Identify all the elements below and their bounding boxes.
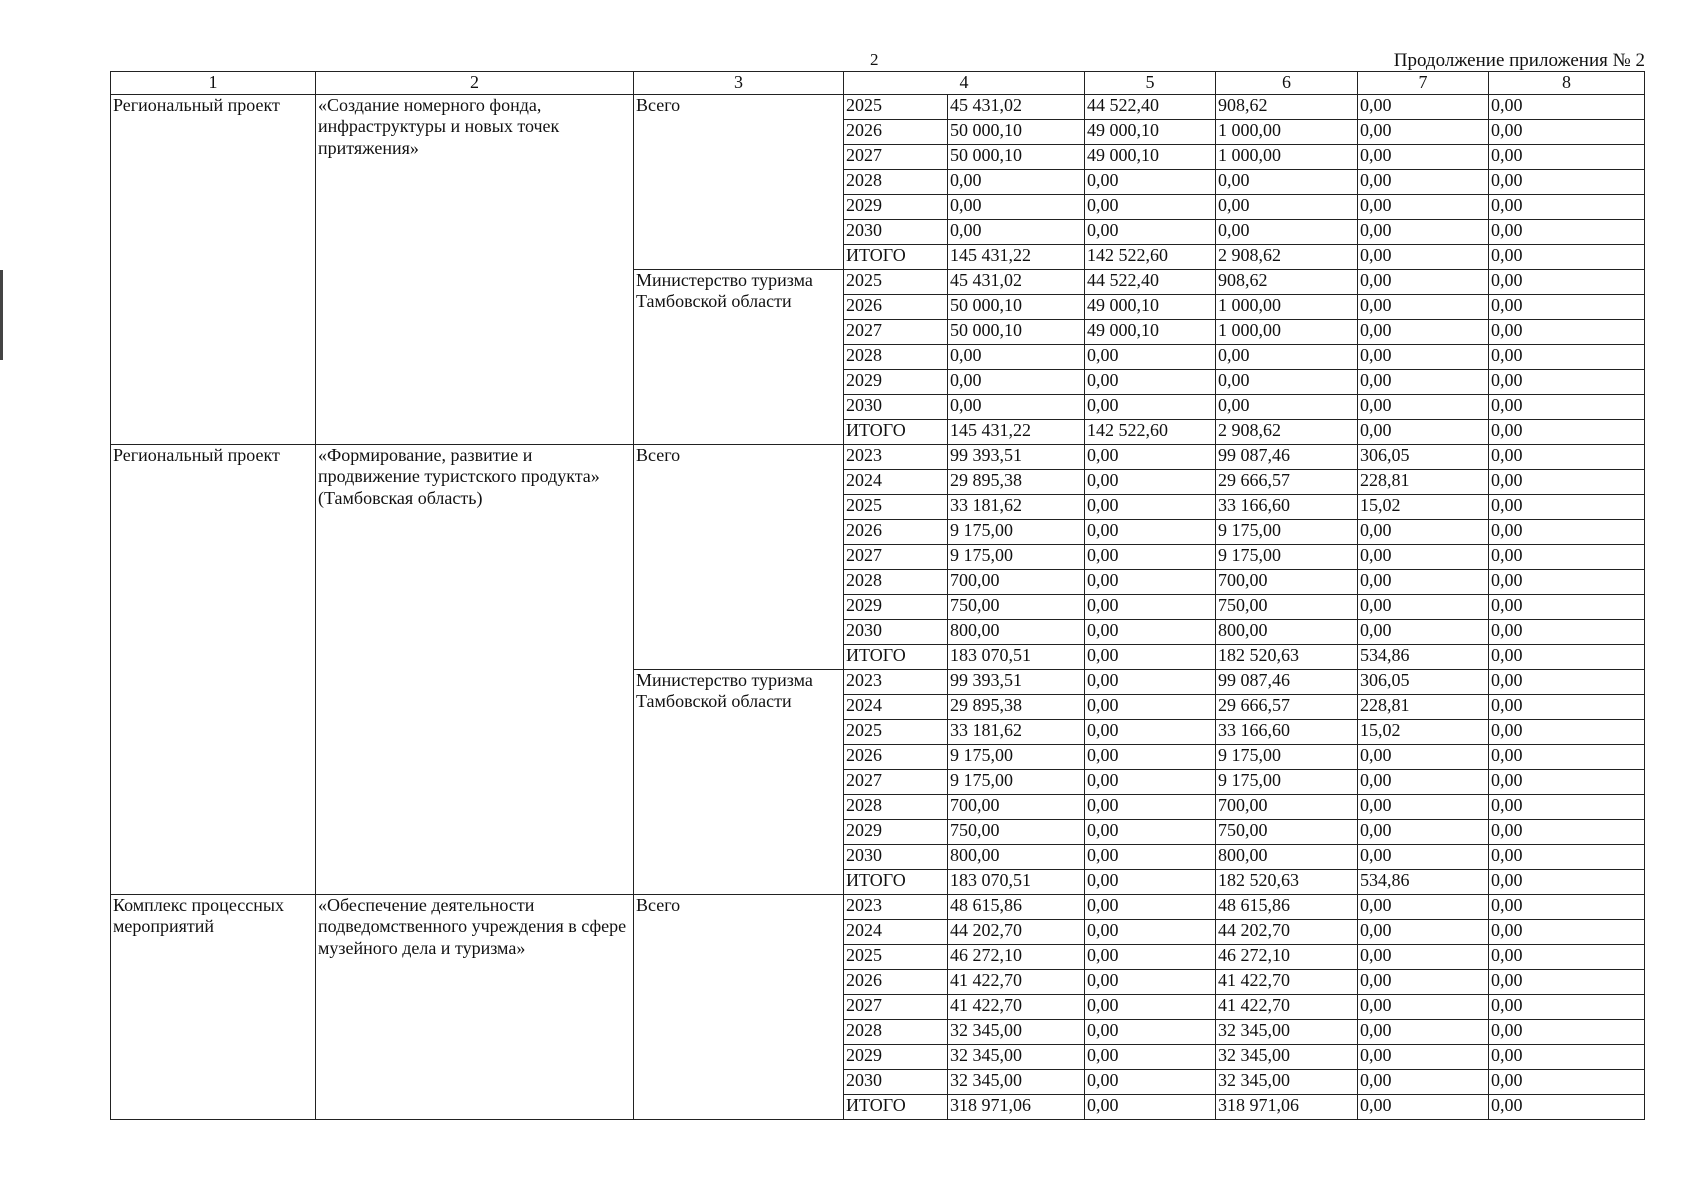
regional-budget-cell: 46 272,10 [1216, 944, 1358, 969]
regional-budget-cell: 48 615,86 [1216, 894, 1358, 919]
local-budget-cell: 0,00 [1358, 744, 1489, 769]
column-number-7: 7 [1358, 72, 1489, 95]
total-amount-cell: 318 971,06 [948, 1094, 1085, 1119]
local-budget-cell: 0,00 [1358, 144, 1489, 169]
year-cell: 2027 [844, 544, 948, 569]
regional-budget-cell: 0,00 [1216, 394, 1358, 419]
year-cell: 2030 [844, 1069, 948, 1094]
federal-budget-cell: 0,00 [1085, 344, 1216, 369]
regional-budget-cell: 33 166,60 [1216, 719, 1358, 744]
extrabudgetary-cell: 0,00 [1489, 794, 1645, 819]
extrabudgetary-cell: 0,00 [1489, 594, 1645, 619]
total-amount-cell: 33 181,62 [948, 719, 1085, 744]
federal-budget-cell: 0,00 [1085, 644, 1216, 669]
total-amount-cell: 29 895,38 [948, 469, 1085, 494]
total-amount-cell: 800,00 [948, 844, 1085, 869]
extrabudgetary-cell: 0,00 [1489, 269, 1645, 294]
federal-budget-cell: 0,00 [1085, 694, 1216, 719]
year-cell: 2028 [844, 344, 948, 369]
regional-budget-cell: 41 422,70 [1216, 969, 1358, 994]
federal-budget-cell: 0,00 [1085, 169, 1216, 194]
total-amount-cell: 32 345,00 [948, 1069, 1085, 1094]
extrabudgetary-cell: 0,00 [1489, 869, 1645, 894]
regional-budget-cell: 0,00 [1216, 169, 1358, 194]
federal-budget-cell: 0,00 [1085, 569, 1216, 594]
total-amount-cell: 9 175,00 [948, 744, 1085, 769]
total-amount-cell: 32 345,00 [948, 1044, 1085, 1069]
column-number-8: 8 [1489, 72, 1645, 95]
regional-budget-cell: 9 175,00 [1216, 769, 1358, 794]
regional-budget-cell: 908,62 [1216, 269, 1358, 294]
federal-budget-cell: 49 000,10 [1085, 294, 1216, 319]
federal-budget-cell: 0,00 [1085, 819, 1216, 844]
federal-budget-cell: 0,00 [1085, 919, 1216, 944]
local-budget-cell: 0,00 [1358, 94, 1489, 119]
regional-budget-cell: 0,00 [1216, 194, 1358, 219]
regional-budget-cell: 32 345,00 [1216, 1019, 1358, 1044]
local-budget-cell: 0,00 [1358, 169, 1489, 194]
federal-budget-cell: 0,00 [1085, 769, 1216, 794]
total-amount-cell: 9 175,00 [948, 769, 1085, 794]
federal-budget-cell: 0,00 [1085, 544, 1216, 569]
extrabudgetary-cell: 0,00 [1489, 144, 1645, 169]
year-cell: 2029 [844, 369, 948, 394]
local-budget-cell: 0,00 [1358, 219, 1489, 244]
year-cell: 2026 [844, 519, 948, 544]
page-number: 2 [870, 50, 879, 69]
extrabudgetary-cell: 0,00 [1489, 444, 1645, 469]
total-amount-cell: 29 895,38 [948, 694, 1085, 719]
regional-budget-cell: 182 520,63 [1216, 869, 1358, 894]
year-cell: 2028 [844, 169, 948, 194]
funding-source-cell: Всего [634, 444, 844, 669]
total-amount-cell: 0,00 [948, 369, 1085, 394]
extrabudgetary-cell: 0,00 [1489, 369, 1645, 394]
year-cell: 2028 [844, 569, 948, 594]
local-budget-cell: 228,81 [1358, 694, 1489, 719]
year-cell: 2030 [844, 219, 948, 244]
regional-budget-cell: 44 202,70 [1216, 919, 1358, 944]
total-amount-cell: 0,00 [948, 219, 1085, 244]
column-number-5: 5 [1085, 72, 1216, 95]
local-budget-cell: 0,00 [1358, 1044, 1489, 1069]
federal-budget-cell: 142 522,60 [1085, 244, 1216, 269]
table-row [111, 444, 1645, 469]
total-amount-cell: 99 393,51 [948, 444, 1085, 469]
federal-budget-cell: 49 000,10 [1085, 119, 1216, 144]
regional-budget-cell: 750,00 [1216, 819, 1358, 844]
year-cell: 2028 [844, 1019, 948, 1044]
year-cell: 2024 [844, 694, 948, 719]
year-cell: ИТОГО [844, 644, 948, 669]
regional-budget-cell: 41 422,70 [1216, 994, 1358, 1019]
federal-budget-cell: 0,00 [1085, 369, 1216, 394]
section-type-cell: Региональный проект [111, 444, 316, 894]
year-cell: 2024 [844, 919, 948, 944]
regional-budget-cell: 182 520,63 [1216, 644, 1358, 669]
total-amount-cell: 0,00 [948, 344, 1085, 369]
section-type-cell: Региональный проект [111, 94, 316, 444]
federal-budget-cell: 0,00 [1085, 719, 1216, 744]
federal-budget-cell: 0,00 [1085, 619, 1216, 644]
total-amount-cell: 145 431,22 [948, 244, 1085, 269]
regional-budget-cell: 9 175,00 [1216, 544, 1358, 569]
regional-budget-cell: 32 345,00 [1216, 1069, 1358, 1094]
year-cell: 2026 [844, 744, 948, 769]
year-cell: 2030 [844, 844, 948, 869]
year-cell: 2025 [844, 944, 948, 969]
federal-budget-cell: 49 000,10 [1085, 319, 1216, 344]
total-amount-cell: 50 000,10 [948, 319, 1085, 344]
total-amount-cell: 183 070,51 [948, 869, 1085, 894]
regional-budget-cell: 1 000,00 [1216, 319, 1358, 344]
year-cell: ИТОГО [844, 869, 948, 894]
extrabudgetary-cell: 0,00 [1489, 419, 1645, 444]
regional-budget-cell: 700,00 [1216, 794, 1358, 819]
extrabudgetary-cell: 0,00 [1489, 969, 1645, 994]
extrabudgetary-cell: 0,00 [1489, 344, 1645, 369]
total-amount-cell: 44 202,70 [948, 919, 1085, 944]
local-budget-cell: 0,00 [1358, 1019, 1489, 1044]
extrabudgetary-cell: 0,00 [1489, 1069, 1645, 1094]
extrabudgetary-cell: 0,00 [1489, 619, 1645, 644]
extrabudgetary-cell: 0,00 [1489, 1044, 1645, 1069]
regional-budget-cell: 800,00 [1216, 619, 1358, 644]
federal-budget-cell: 44 522,40 [1085, 94, 1216, 119]
local-budget-cell: 534,86 [1358, 869, 1489, 894]
local-budget-cell: 0,00 [1358, 319, 1489, 344]
extrabudgetary-cell: 0,00 [1489, 244, 1645, 269]
extrabudgetary-cell: 0,00 [1489, 319, 1645, 344]
regional-budget-cell: 29 666,57 [1216, 694, 1358, 719]
funding-source-cell: Министерство туризма Тамбовской области [634, 669, 844, 894]
table-body [111, 94, 1645, 1119]
federal-budget-cell: 0,00 [1085, 969, 1216, 994]
federal-budget-cell: 0,00 [1085, 844, 1216, 869]
federal-budget-cell: 0,00 [1085, 744, 1216, 769]
year-cell: 2025 [844, 94, 948, 119]
regional-budget-cell: 9 175,00 [1216, 519, 1358, 544]
column-number-row [111, 72, 1645, 95]
year-cell: 2030 [844, 619, 948, 644]
extrabudgetary-cell: 0,00 [1489, 294, 1645, 319]
federal-budget-cell: 0,00 [1085, 494, 1216, 519]
local-budget-cell: 0,00 [1358, 269, 1489, 294]
local-budget-cell: 0,00 [1358, 544, 1489, 569]
year-cell: 2023 [844, 669, 948, 694]
year-cell: 2024 [844, 469, 948, 494]
total-amount-cell: 0,00 [948, 194, 1085, 219]
total-amount-cell: 46 272,10 [948, 944, 1085, 969]
year-cell: 2027 [844, 769, 948, 794]
year-cell: 2023 [844, 444, 948, 469]
federal-budget-cell: 0,00 [1085, 869, 1216, 894]
year-cell: ИТОГО [844, 1094, 948, 1119]
year-cell: 2028 [844, 794, 948, 819]
regional-budget-cell: 700,00 [1216, 569, 1358, 594]
year-cell: 2029 [844, 594, 948, 619]
total-amount-cell: 99 393,51 [948, 669, 1085, 694]
appendix-table [110, 71, 1645, 1120]
local-budget-cell: 0,00 [1358, 919, 1489, 944]
extrabudgetary-cell: 0,00 [1489, 394, 1645, 419]
federal-budget-cell: 0,00 [1085, 444, 1216, 469]
regional-budget-cell: 99 087,46 [1216, 669, 1358, 694]
local-budget-cell: 0,00 [1358, 994, 1489, 1019]
local-budget-cell: 0,00 [1358, 244, 1489, 269]
total-amount-cell: 50 000,10 [948, 294, 1085, 319]
total-amount-cell: 750,00 [948, 594, 1085, 619]
regional-budget-cell: 0,00 [1216, 344, 1358, 369]
local-budget-cell: 306,05 [1358, 444, 1489, 469]
total-amount-cell: 45 431,02 [948, 269, 1085, 294]
extrabudgetary-cell: 0,00 [1489, 569, 1645, 594]
year-cell: ИТОГО [844, 244, 948, 269]
year-cell: 2025 [844, 719, 948, 744]
section-type-cell: Комплекс процессных мероприятий [111, 894, 316, 1119]
federal-budget-cell: 0,00 [1085, 794, 1216, 819]
local-budget-cell: 306,05 [1358, 669, 1489, 694]
local-budget-cell: 0,00 [1358, 594, 1489, 619]
total-amount-cell: 0,00 [948, 394, 1085, 419]
extrabudgetary-cell: 0,00 [1489, 1019, 1645, 1044]
column-number-4: 4 [844, 72, 1085, 95]
local-budget-cell: 15,02 [1358, 494, 1489, 519]
column-number-2: 2 [316, 72, 634, 95]
total-amount-cell: 41 422,70 [948, 969, 1085, 994]
total-amount-cell: 700,00 [948, 569, 1085, 594]
local-budget-cell: 0,00 [1358, 769, 1489, 794]
regional-budget-cell: 33 166,60 [1216, 494, 1358, 519]
total-amount-cell: 48 615,86 [948, 894, 1085, 919]
local-budget-cell: 0,00 [1358, 844, 1489, 869]
federal-budget-cell: 0,00 [1085, 1094, 1216, 1119]
federal-budget-cell: 44 522,40 [1085, 269, 1216, 294]
year-cell: 2029 [844, 1044, 948, 1069]
extrabudgetary-cell: 0,00 [1489, 669, 1645, 694]
local-budget-cell: 0,00 [1358, 194, 1489, 219]
local-budget-cell: 0,00 [1358, 894, 1489, 919]
total-amount-cell: 145 431,22 [948, 419, 1085, 444]
total-amount-cell: 9 175,00 [948, 519, 1085, 544]
local-budget-cell: 0,00 [1358, 619, 1489, 644]
federal-budget-cell: 142 522,60 [1085, 419, 1216, 444]
local-budget-cell: 0,00 [1358, 394, 1489, 419]
local-budget-cell: 0,00 [1358, 819, 1489, 844]
extrabudgetary-cell: 0,00 [1489, 994, 1645, 1019]
regional-budget-cell: 9 175,00 [1216, 744, 1358, 769]
extrabudgetary-cell: 0,00 [1489, 894, 1645, 919]
local-budget-cell: 15,02 [1358, 719, 1489, 744]
extrabudgetary-cell: 0,00 [1489, 1094, 1645, 1119]
table-row [111, 94, 1645, 119]
total-amount-cell: 0,00 [948, 169, 1085, 194]
regional-budget-cell: 99 087,46 [1216, 444, 1358, 469]
extrabudgetary-cell: 0,00 [1489, 694, 1645, 719]
extrabudgetary-cell: 0,00 [1489, 719, 1645, 744]
year-cell: 2026 [844, 969, 948, 994]
local-budget-cell: 0,00 [1358, 944, 1489, 969]
year-cell: 2027 [844, 319, 948, 344]
regional-budget-cell: 29 666,57 [1216, 469, 1358, 494]
funding-source-cell: Всего [634, 94, 844, 269]
extrabudgetary-cell: 0,00 [1489, 844, 1645, 869]
year-cell: 2025 [844, 269, 948, 294]
total-amount-cell: 33 181,62 [948, 494, 1085, 519]
extrabudgetary-cell: 0,00 [1489, 519, 1645, 544]
regional-budget-cell: 32 345,00 [1216, 1044, 1358, 1069]
year-cell: 2025 [844, 494, 948, 519]
federal-budget-cell: 0,00 [1085, 1019, 1216, 1044]
federal-budget-cell: 0,00 [1085, 469, 1216, 494]
year-cell: 2030 [844, 394, 948, 419]
regional-budget-cell: 0,00 [1216, 219, 1358, 244]
extrabudgetary-cell: 0,00 [1489, 94, 1645, 119]
total-amount-cell: 9 175,00 [948, 544, 1085, 569]
local-budget-cell: 0,00 [1358, 519, 1489, 544]
year-cell: 2026 [844, 119, 948, 144]
local-budget-cell: 0,00 [1358, 569, 1489, 594]
extrabudgetary-cell: 0,00 [1489, 644, 1645, 669]
regional-budget-cell: 908,62 [1216, 94, 1358, 119]
regional-budget-cell: 2 908,62 [1216, 419, 1358, 444]
extrabudgetary-cell: 0,00 [1489, 944, 1645, 969]
local-budget-cell: 0,00 [1358, 119, 1489, 144]
local-budget-cell: 0,00 [1358, 419, 1489, 444]
local-budget-cell: 0,00 [1358, 294, 1489, 319]
total-amount-cell: 50 000,10 [948, 119, 1085, 144]
year-cell: 2023 [844, 894, 948, 919]
extrabudgetary-cell: 0,00 [1489, 744, 1645, 769]
regional-budget-cell: 1 000,00 [1216, 144, 1358, 169]
federal-budget-cell: 0,00 [1085, 394, 1216, 419]
local-budget-cell: 534,86 [1358, 644, 1489, 669]
extrabudgetary-cell: 0,00 [1489, 219, 1645, 244]
column-number-1: 1 [111, 72, 316, 95]
extrabudgetary-cell: 0,00 [1489, 544, 1645, 569]
federal-budget-cell: 0,00 [1085, 1044, 1216, 1069]
column-number-6: 6 [1216, 72, 1358, 95]
regional-budget-cell: 1 000,00 [1216, 119, 1358, 144]
extrabudgetary-cell: 0,00 [1489, 169, 1645, 194]
extrabudgetary-cell: 0,00 [1489, 769, 1645, 794]
section-name-cell: «Формирование, развитие и продвижение туристского продукта» (Тамбовская область) [316, 444, 634, 894]
year-cell: 2027 [844, 994, 948, 1019]
scan-edge-mark [0, 270, 3, 360]
funding-source-cell: Министерство туризма Тамбовской области [634, 269, 844, 444]
column-number-3: 3 [634, 72, 844, 95]
federal-budget-cell: 0,00 [1085, 219, 1216, 244]
extrabudgetary-cell: 0,00 [1489, 469, 1645, 494]
total-amount-cell: 750,00 [948, 819, 1085, 844]
regional-budget-cell: 0,00 [1216, 369, 1358, 394]
federal-budget-cell: 0,00 [1085, 1069, 1216, 1094]
section-name-cell: «Создание номерного фонда, инфраструктуры и новых точек притяжения» [316, 94, 634, 444]
total-amount-cell: 41 422,70 [948, 994, 1085, 1019]
regional-budget-cell: 318 971,06 [1216, 1094, 1358, 1119]
regional-budget-cell: 800,00 [1216, 844, 1358, 869]
local-budget-cell: 0,00 [1358, 344, 1489, 369]
funding-source-cell: Всего [634, 894, 844, 1119]
local-budget-cell: 0,00 [1358, 794, 1489, 819]
local-budget-cell: 0,00 [1358, 369, 1489, 394]
local-budget-cell: 228,81 [1358, 469, 1489, 494]
year-cell: 2026 [844, 294, 948, 319]
federal-budget-cell: 49 000,10 [1085, 144, 1216, 169]
federal-budget-cell: 0,00 [1085, 594, 1216, 619]
section-name-cell: «Обеспечение деятельности подведомственного учреждения в сфере музейного дела и туризма» [316, 894, 634, 1119]
local-budget-cell: 0,00 [1358, 969, 1489, 994]
total-amount-cell: 700,00 [948, 794, 1085, 819]
federal-budget-cell: 0,00 [1085, 519, 1216, 544]
regional-budget-cell: 2 908,62 [1216, 244, 1358, 269]
local-budget-cell: 0,00 [1358, 1069, 1489, 1094]
federal-budget-cell: 0,00 [1085, 194, 1216, 219]
total-amount-cell: 45 431,02 [948, 94, 1085, 119]
extrabudgetary-cell: 0,00 [1489, 494, 1645, 519]
total-amount-cell: 800,00 [948, 619, 1085, 644]
federal-budget-cell: 0,00 [1085, 994, 1216, 1019]
extrabudgetary-cell: 0,00 [1489, 919, 1645, 944]
total-amount-cell: 50 000,10 [948, 144, 1085, 169]
appendix-continuation-label: Продолжение приложения № 2 [1393, 50, 1645, 71]
extrabudgetary-cell: 0,00 [1489, 194, 1645, 219]
year-cell: 2029 [844, 194, 948, 219]
local-budget-cell: 0,00 [1358, 1094, 1489, 1119]
federal-budget-cell: 0,00 [1085, 944, 1216, 969]
federal-budget-cell: 0,00 [1085, 894, 1216, 919]
year-cell: ИТОГО [844, 419, 948, 444]
year-cell: 2027 [844, 144, 948, 169]
total-amount-cell: 183 070,51 [948, 644, 1085, 669]
extrabudgetary-cell: 0,00 [1489, 119, 1645, 144]
year-cell: 2029 [844, 819, 948, 844]
federal-budget-cell: 0,00 [1085, 669, 1216, 694]
regional-budget-cell: 750,00 [1216, 594, 1358, 619]
table-row [111, 894, 1645, 919]
regional-budget-cell: 1 000,00 [1216, 294, 1358, 319]
total-amount-cell: 32 345,00 [948, 1019, 1085, 1044]
extrabudgetary-cell: 0,00 [1489, 819, 1645, 844]
